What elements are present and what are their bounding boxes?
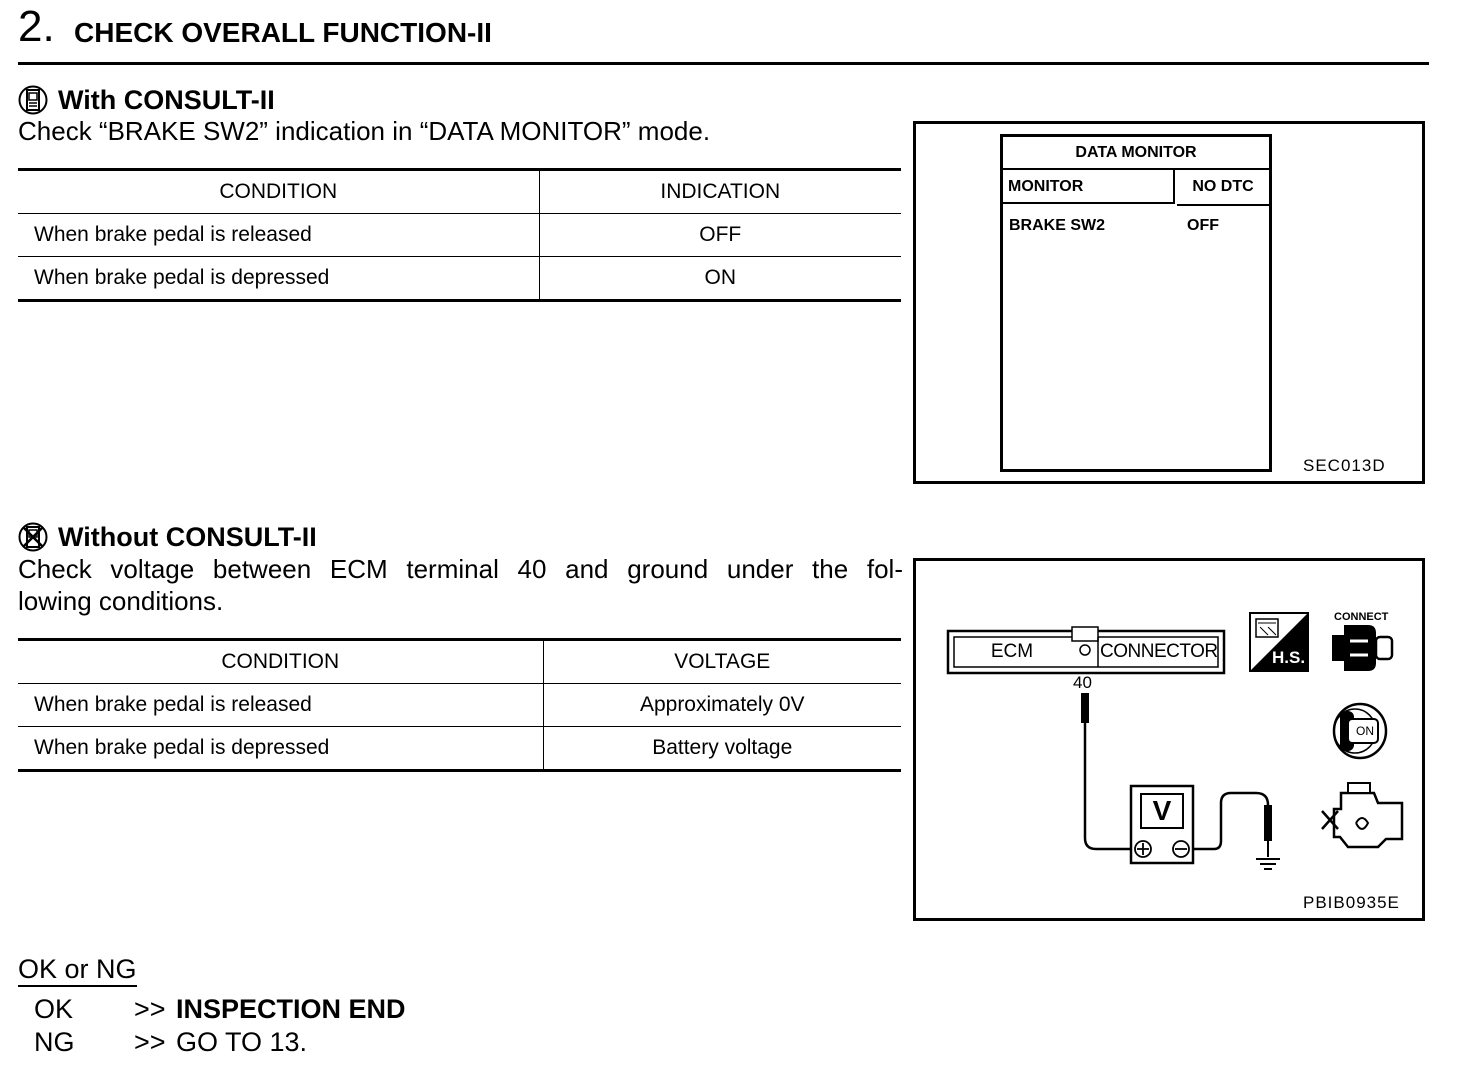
ignition-on-label: ON — [1356, 724, 1374, 738]
column-header-condition: CONDITION — [18, 170, 539, 214]
connector-label: CONNECTOR — [1100, 641, 1218, 662]
engine-icon — [1322, 783, 1402, 847]
indication-cell: OFF — [539, 214, 901, 257]
disconnect-icon — [1332, 625, 1392, 671]
voltage-table — [18, 638, 901, 772]
column-header-indication: INDICATION — [539, 170, 901, 214]
condition-cell: When brake pedal is released — [18, 684, 543, 727]
screen-title: DATA MONITOR — [1003, 137, 1269, 170]
step-number: 2. — [18, 2, 55, 51]
header-rule — [18, 62, 1429, 65]
data-monitor-screen — [1000, 134, 1272, 472]
terminal-number: 40 — [1073, 673, 1092, 692]
connector-latch — [1072, 627, 1098, 641]
with-consult-heading-text: With CONSULT-II — [58, 85, 275, 115]
ground-probe — [1264, 805, 1272, 841]
ok-key: OK — [34, 994, 74, 1024]
without-consult-heading-text: Without CONSULT-II — [58, 522, 317, 552]
monitor-item-name: BRAKE SW2 — [1009, 217, 1106, 234]
ok-or-ng-label: OK or NG — [18, 953, 137, 987]
consult-device-icon — [18, 85, 48, 115]
condition-cell: When brake pedal is depressed — [18, 257, 539, 301]
voltage-cell: Battery voltage — [543, 727, 901, 771]
without-consult-instruction-line2: lowing conditions. — [18, 586, 224, 616]
status-column-label: NO DTC — [1177, 170, 1269, 206]
voltage-check-figure — [913, 558, 1425, 921]
figure-code: SEC013D — [1303, 456, 1386, 475]
voltmeter-label: V — [1152, 795, 1172, 826]
data-monitor-figure — [913, 121, 1425, 484]
table-row — [18, 684, 901, 727]
ecm-label: ECM — [990, 641, 1034, 662]
condition-cell: When brake pedal is released — [18, 214, 539, 257]
ng-result-text: GO TO 13. — [176, 1027, 308, 1057]
voltage-cell: Approximately 0V — [543, 684, 901, 727]
monitor-item-value: OFF — [1187, 217, 1219, 234]
indication-table — [18, 168, 901, 302]
with-consult-instruction: Check “BRAKE SW2” indication in “DATA MONITOR” mode. — [18, 116, 711, 146]
ok-result-text: INSPECTION END — [176, 994, 406, 1024]
with-consult-heading — [18, 84, 275, 116]
column-header-condition: CONDITION — [18, 640, 543, 684]
without-consult-heading — [18, 521, 317, 553]
table-row — [18, 257, 901, 301]
harness-side-label: H.S. — [1272, 648, 1306, 667]
table-header-row — [18, 640, 901, 684]
ng-key: NG — [34, 1027, 75, 1057]
table-row — [18, 214, 901, 257]
no-consult-device-icon — [18, 522, 48, 552]
step-title: CHECK OVERALL FUNCTION-II — [74, 17, 492, 48]
connect-label: CONNECT — [1334, 611, 1389, 623]
table-row — [18, 727, 901, 771]
without-consult-instruction-line1: Check voltage between ECM terminal 40 and ground under the fol- — [18, 554, 903, 584]
monitor-column-label: MONITOR — [1003, 170, 1175, 204]
ok-arrow: >> — [134, 994, 166, 1024]
probe-tip — [1081, 693, 1089, 723]
table-header-row — [18, 170, 901, 214]
column-header-voltage: VOLTAGE — [543, 640, 901, 684]
indication-cell: ON — [539, 257, 901, 301]
ng-arrow: >> — [134, 1027, 166, 1057]
figure-code: PBIB0935E — [1303, 893, 1400, 912]
condition-cell: When brake pedal is depressed — [18, 727, 543, 771]
